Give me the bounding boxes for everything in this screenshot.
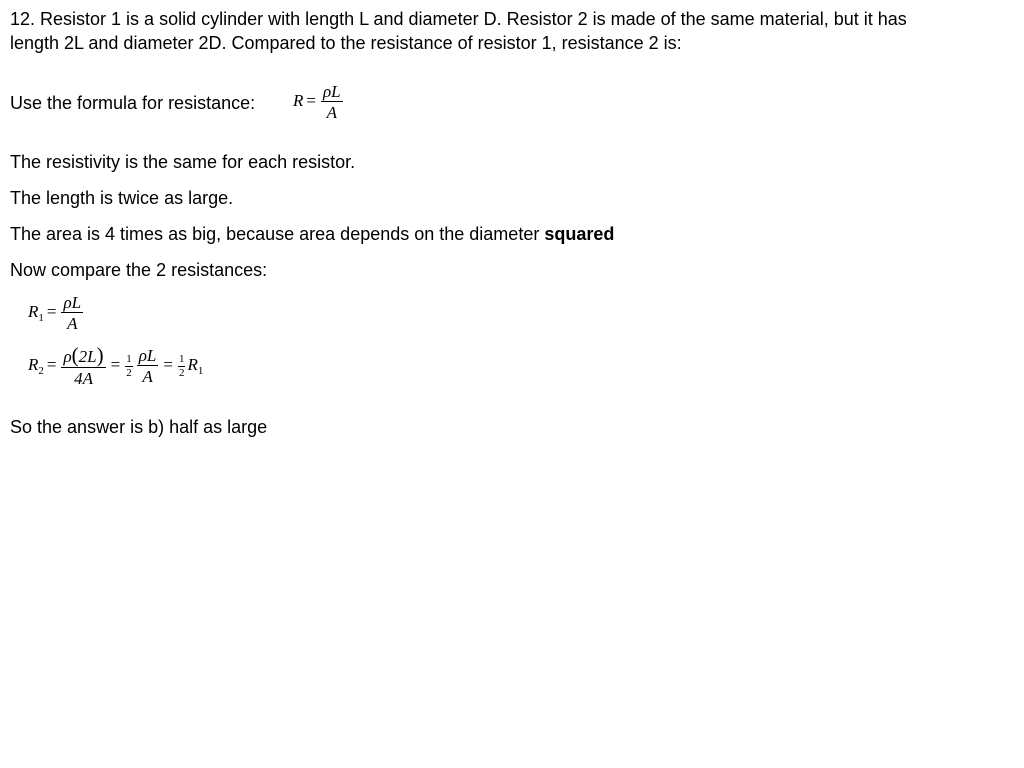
r2-half-denominator: 2 bbox=[126, 366, 132, 379]
compare-statement: Now compare the 2 resistances: bbox=[10, 260, 268, 280]
r1-numerator: ρL bbox=[63, 293, 82, 312]
answer-statement: So the answer is b) half as large bbox=[10, 417, 268, 437]
r2-rho: ρ bbox=[63, 347, 72, 366]
formula-denominator: A bbox=[326, 103, 337, 122]
formula-intro-text: Use the formula for resistance: bbox=[10, 93, 256, 113]
formula-fraction bbox=[321, 83, 343, 121]
resistivity-statement: The resistivity is the same for each resistor. bbox=[10, 152, 356, 172]
r2-half-2-numerator: 1 bbox=[178, 352, 185, 365]
r2-result-symbol: R bbox=[187, 354, 198, 374]
r1-denominator: A bbox=[67, 314, 78, 333]
area-statement-emphasis: squared bbox=[544, 224, 615, 244]
r1-subscript: 1 bbox=[38, 311, 44, 324]
r2-fraction-2-denominator: A bbox=[142, 367, 153, 386]
r2-inner: 2L bbox=[78, 347, 97, 366]
r2-subscript: 2 bbox=[38, 364, 44, 377]
question-line-1: 12. Resistor 1 is a solid cylinder with length L and diameter D. Resistor 2 is made of the same material, but it has bbox=[10, 9, 907, 29]
r2-fraction-2-numerator: ρL bbox=[138, 346, 157, 365]
r1-symbol: R bbox=[28, 301, 39, 321]
r2-half-fraction-2 bbox=[178, 354, 186, 379]
resistance-formula bbox=[293, 83, 345, 121]
length-statement: The length is twice as large. bbox=[10, 188, 234, 208]
r2-equals-2: = bbox=[110, 354, 121, 374]
r2-half-fraction bbox=[125, 354, 133, 379]
r1-fraction bbox=[61, 294, 83, 332]
r2-open-paren: ( bbox=[71, 343, 79, 367]
r2-equals-3: = bbox=[163, 354, 173, 374]
r2-half-numerator: 1 bbox=[126, 352, 132, 365]
area-statement bbox=[10, 222, 614, 246]
formula-lhs: R bbox=[293, 90, 304, 110]
r2-symbol: R bbox=[28, 354, 39, 374]
formula-equals: = bbox=[306, 90, 316, 110]
r2-equals: = bbox=[46, 354, 57, 374]
equation-r1 bbox=[28, 294, 85, 332]
area-statement-prefix: The area is 4 times as big, because area depends on the diameter bbox=[10, 224, 545, 244]
formula-numerator: ρL bbox=[322, 82, 341, 101]
r2-half-2-denominator: 2 bbox=[178, 366, 185, 379]
r2-close-paren: ) bbox=[96, 343, 104, 367]
r2-result-subscript: 1 bbox=[197, 364, 204, 377]
r2-fraction-1-denominator: 4A bbox=[74, 369, 93, 388]
r1-equals: = bbox=[46, 301, 57, 321]
question-line-2: length 2L and diameter 2D. Compared to the resistance of resistor 1, resistance 2 is: bbox=[10, 33, 682, 53]
r2-fraction-1 bbox=[61, 345, 105, 387]
r2-fraction-2 bbox=[137, 347, 159, 385]
equation-r2 bbox=[28, 345, 203, 387]
r2-fraction-1-numerator bbox=[61, 345, 105, 368]
